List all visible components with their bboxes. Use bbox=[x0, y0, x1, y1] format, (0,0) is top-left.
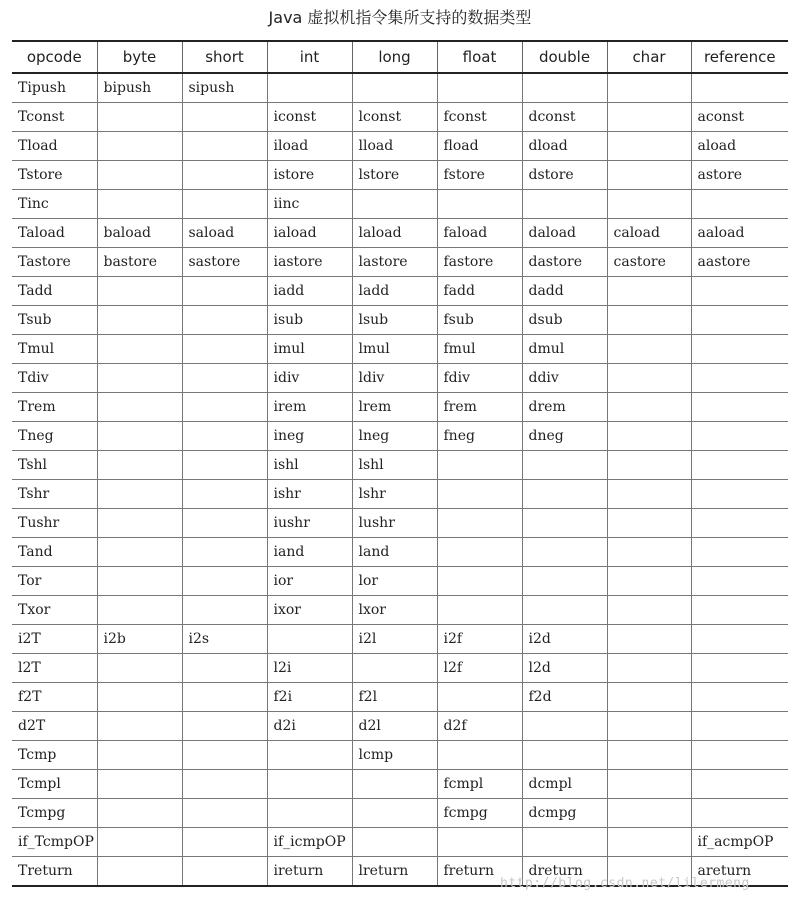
instruction-cell bbox=[607, 132, 691, 161]
table-row bbox=[12, 683, 788, 712]
instruction-cell: lconst bbox=[352, 103, 437, 132]
opcode-cell: Tcmpl bbox=[12, 770, 97, 799]
instruction-cell: fdiv bbox=[437, 364, 522, 393]
opcode-cell: Tshl bbox=[12, 451, 97, 480]
instruction-cell: iastore bbox=[267, 248, 352, 277]
instruction-cell: iaload bbox=[267, 219, 352, 248]
instruction-cell: fcmpl bbox=[437, 770, 522, 799]
instruction-cell bbox=[607, 393, 691, 422]
opcode-cell: Tcmp bbox=[12, 741, 97, 770]
instruction-cell bbox=[607, 799, 691, 828]
instruction-cell bbox=[97, 567, 182, 596]
opcode-cell: Tdiv bbox=[12, 364, 97, 393]
instruction-cell: imul bbox=[267, 335, 352, 364]
instruction-cell: dastore bbox=[522, 248, 607, 277]
instruction-cell: l2d bbox=[522, 654, 607, 683]
instruction-cell bbox=[607, 828, 691, 857]
instruction-cell: d2f bbox=[437, 712, 522, 741]
instruction-cell bbox=[182, 770, 267, 799]
instruction-cell bbox=[267, 770, 352, 799]
instruction-cell bbox=[182, 277, 267, 306]
instruction-cell: dconst bbox=[522, 103, 607, 132]
instruction-cell: f2d bbox=[522, 683, 607, 712]
instruction-cell bbox=[691, 480, 788, 509]
opcode-cell: i2T bbox=[12, 625, 97, 654]
instruction-cell: i2b bbox=[97, 625, 182, 654]
instruction-cell: dneg bbox=[522, 422, 607, 451]
instruction-cell bbox=[182, 741, 267, 770]
instruction-cell bbox=[691, 422, 788, 451]
table-row bbox=[12, 654, 788, 683]
instruction-cell: fastore bbox=[437, 248, 522, 277]
header-row bbox=[12, 41, 788, 73]
instruction-cell bbox=[522, 741, 607, 770]
instruction-cell: iadd bbox=[267, 277, 352, 306]
opcode-cell: Tadd bbox=[12, 277, 97, 306]
instruction-cell bbox=[182, 567, 267, 596]
instruction-cell bbox=[182, 683, 267, 712]
instruction-cell: dcmpl bbox=[522, 770, 607, 799]
instruction-cell bbox=[352, 799, 437, 828]
instruction-cell bbox=[267, 799, 352, 828]
opcode-cell: Tand bbox=[12, 538, 97, 567]
instruction-cell bbox=[97, 306, 182, 335]
opcode-cell: Tushr bbox=[12, 509, 97, 538]
instruction-cell: aload bbox=[691, 132, 788, 161]
instruction-cell bbox=[607, 73, 691, 103]
opcode-cell: f2T bbox=[12, 683, 97, 712]
instruction-cell: saload bbox=[182, 219, 267, 248]
instruction-cell bbox=[691, 190, 788, 219]
opcode-cell: Tconst bbox=[12, 103, 97, 132]
instruction-cell: ixor bbox=[267, 596, 352, 625]
opcode-cell: Tneg bbox=[12, 422, 97, 451]
instruction-cell: fload bbox=[437, 132, 522, 161]
instruction-cell bbox=[437, 480, 522, 509]
instruction-cell: castore bbox=[607, 248, 691, 277]
instruction-cell: ddiv bbox=[522, 364, 607, 393]
opcode-cell: Tstore bbox=[12, 161, 97, 190]
instruction-cell: bastore bbox=[97, 248, 182, 277]
instruction-cell: fmul bbox=[437, 335, 522, 364]
instruction-cell: lor bbox=[352, 567, 437, 596]
instruction-cell bbox=[182, 161, 267, 190]
instruction-cell: lstore bbox=[352, 161, 437, 190]
column-header-short: short bbox=[182, 41, 267, 73]
instruction-cell bbox=[97, 509, 182, 538]
instruction-cell bbox=[97, 712, 182, 741]
table-row bbox=[12, 828, 788, 857]
instruction-cell: dsub bbox=[522, 306, 607, 335]
table-row bbox=[12, 190, 788, 219]
instruction-cell: d2l bbox=[352, 712, 437, 741]
instruction-cell bbox=[691, 451, 788, 480]
instruction-cell: lmul bbox=[352, 335, 437, 364]
instruction-cell bbox=[437, 73, 522, 103]
instruction-cell: astore bbox=[691, 161, 788, 190]
instruction-cell: lload bbox=[352, 132, 437, 161]
instruction-cell: freturn bbox=[437, 857, 522, 887]
opcode-cell: l2T bbox=[12, 654, 97, 683]
instruction-cell bbox=[352, 828, 437, 857]
instruction-cell: ineg bbox=[267, 422, 352, 451]
instruction-cell: ireturn bbox=[267, 857, 352, 887]
column-header-double: double bbox=[522, 41, 607, 73]
instruction-cell bbox=[437, 451, 522, 480]
table-row bbox=[12, 538, 788, 567]
instruction-cell: i2d bbox=[522, 625, 607, 654]
instruction-cell bbox=[691, 567, 788, 596]
instruction-cell bbox=[522, 190, 607, 219]
instruction-cell bbox=[182, 306, 267, 335]
instruction-cell bbox=[607, 509, 691, 538]
instruction-cell bbox=[97, 190, 182, 219]
instruction-cell bbox=[352, 654, 437, 683]
table-row bbox=[12, 712, 788, 741]
opcode-cell: if_TcmpOP bbox=[12, 828, 97, 857]
instruction-cell bbox=[691, 654, 788, 683]
column-header-opcode: opcode bbox=[12, 41, 97, 73]
instruction-cell: fadd bbox=[437, 277, 522, 306]
column-header-reference: reference bbox=[691, 41, 788, 73]
instruction-cell bbox=[691, 364, 788, 393]
column-header-float: float bbox=[437, 41, 522, 73]
instruction-cell bbox=[691, 770, 788, 799]
instruction-cell bbox=[607, 596, 691, 625]
instruction-cell bbox=[182, 509, 267, 538]
instruction-cell: lreturn bbox=[352, 857, 437, 887]
opcode-cell: Tipush bbox=[12, 73, 97, 103]
instruction-cell: l2f bbox=[437, 654, 522, 683]
instruction-cell: iushr bbox=[267, 509, 352, 538]
instruction-cell bbox=[97, 277, 182, 306]
instruction-cell: aastore bbox=[691, 248, 788, 277]
instruction-cell: f2l bbox=[352, 683, 437, 712]
instruction-cell bbox=[182, 712, 267, 741]
instruction-cell bbox=[182, 480, 267, 509]
instruction-cell: lastore bbox=[352, 248, 437, 277]
instruction-cell bbox=[352, 73, 437, 103]
instruction-cell bbox=[97, 393, 182, 422]
instruction-cell bbox=[182, 190, 267, 219]
instruction-cell: iand bbox=[267, 538, 352, 567]
instruction-cell: lshr bbox=[352, 480, 437, 509]
instruction-cell bbox=[607, 480, 691, 509]
instruction-cell bbox=[607, 683, 691, 712]
instruction-cell bbox=[97, 364, 182, 393]
opcode-cell: Treturn bbox=[12, 857, 97, 887]
instruction-cell: laload bbox=[352, 219, 437, 248]
instruction-cell bbox=[522, 596, 607, 625]
instruction-cell: fstore bbox=[437, 161, 522, 190]
instruction-cell: bipush bbox=[97, 73, 182, 103]
instruction-cell bbox=[691, 393, 788, 422]
instruction-cell bbox=[182, 828, 267, 857]
table-row bbox=[12, 335, 788, 364]
instruction-cell: dload bbox=[522, 132, 607, 161]
instruction-cell bbox=[97, 857, 182, 887]
table-row bbox=[12, 596, 788, 625]
instruction-cell bbox=[437, 538, 522, 567]
instruction-cell: lushr bbox=[352, 509, 437, 538]
column-header-byte: byte bbox=[97, 41, 182, 73]
instruction-cell: l2i bbox=[267, 654, 352, 683]
instruction-cell bbox=[97, 480, 182, 509]
instruction-cell bbox=[522, 451, 607, 480]
instruction-cell: ladd bbox=[352, 277, 437, 306]
instruction-cell bbox=[607, 567, 691, 596]
instruction-cell: lshl bbox=[352, 451, 437, 480]
instruction-cell: dmul bbox=[522, 335, 607, 364]
table-row bbox=[12, 480, 788, 509]
table-row bbox=[12, 451, 788, 480]
table-row bbox=[12, 393, 788, 422]
instruction-cell: isub bbox=[267, 306, 352, 335]
instruction-cell bbox=[97, 422, 182, 451]
table-row bbox=[12, 799, 788, 828]
instruction-cell bbox=[182, 393, 267, 422]
instruction-cell bbox=[522, 538, 607, 567]
instruction-cell bbox=[437, 741, 522, 770]
instruction-cell bbox=[607, 770, 691, 799]
column-header-char: char bbox=[607, 41, 691, 73]
instruction-cell bbox=[97, 161, 182, 190]
opcode-cell: Tcmpg bbox=[12, 799, 97, 828]
table-row bbox=[12, 364, 788, 393]
instruction-cell bbox=[97, 683, 182, 712]
instruction-cell bbox=[97, 770, 182, 799]
instruction-cell: ishr bbox=[267, 480, 352, 509]
table-row bbox=[12, 132, 788, 161]
instruction-cell bbox=[691, 509, 788, 538]
opcode-type-table bbox=[12, 40, 788, 887]
instruction-cell bbox=[607, 422, 691, 451]
table-row bbox=[12, 73, 788, 103]
instruction-cell: areturn bbox=[691, 857, 788, 887]
instruction-cell bbox=[607, 161, 691, 190]
instruction-cell: iconst bbox=[267, 103, 352, 132]
instruction-cell bbox=[607, 741, 691, 770]
instruction-cell bbox=[607, 335, 691, 364]
column-header-long: long bbox=[352, 41, 437, 73]
instruction-cell: if_icmpOP bbox=[267, 828, 352, 857]
instruction-cell bbox=[97, 335, 182, 364]
instruction-cell: idiv bbox=[267, 364, 352, 393]
page-title: Java 虚拟机指令集所支持的数据类型 bbox=[268, 8, 532, 27]
instruction-cell: d2i bbox=[267, 712, 352, 741]
table-row bbox=[12, 248, 788, 277]
table-row bbox=[12, 741, 788, 770]
instruction-cell: istore bbox=[267, 161, 352, 190]
instruction-cell bbox=[522, 712, 607, 741]
instruction-cell: ior bbox=[267, 567, 352, 596]
instruction-cell bbox=[182, 335, 267, 364]
instruction-cell: dstore bbox=[522, 161, 607, 190]
table-row bbox=[12, 509, 788, 538]
instruction-cell bbox=[691, 596, 788, 625]
instruction-cell bbox=[437, 509, 522, 538]
instruction-cell bbox=[691, 741, 788, 770]
instruction-cell: irem bbox=[267, 393, 352, 422]
instruction-cell bbox=[182, 364, 267, 393]
instruction-cell: baload bbox=[97, 219, 182, 248]
instruction-cell bbox=[437, 190, 522, 219]
instruction-cell bbox=[437, 596, 522, 625]
instruction-cell bbox=[691, 625, 788, 654]
instruction-cell: sipush bbox=[182, 73, 267, 103]
instruction-cell bbox=[97, 828, 182, 857]
table-row bbox=[12, 567, 788, 596]
instruction-cell bbox=[182, 857, 267, 887]
instruction-cell bbox=[182, 799, 267, 828]
opcode-cell: Tload bbox=[12, 132, 97, 161]
instruction-cell: dcmpg bbox=[522, 799, 607, 828]
instruction-cell: faload bbox=[437, 219, 522, 248]
instruction-cell bbox=[97, 103, 182, 132]
instruction-cell: i2f bbox=[437, 625, 522, 654]
instruction-cell: dadd bbox=[522, 277, 607, 306]
instruction-cell bbox=[607, 103, 691, 132]
instruction-cell: fsub bbox=[437, 306, 522, 335]
instruction-cell bbox=[352, 770, 437, 799]
instruction-cell: sastore bbox=[182, 248, 267, 277]
instruction-cell bbox=[182, 596, 267, 625]
opcode-cell: Trem bbox=[12, 393, 97, 422]
instruction-cell bbox=[691, 73, 788, 103]
instruction-cell bbox=[691, 683, 788, 712]
table-row bbox=[12, 422, 788, 451]
instruction-cell bbox=[437, 567, 522, 596]
table-row bbox=[12, 625, 788, 654]
instruction-cell bbox=[607, 538, 691, 567]
instruction-cell: fcmpg bbox=[437, 799, 522, 828]
instruction-cell: lsub bbox=[352, 306, 437, 335]
instruction-cell bbox=[691, 799, 788, 828]
table-row bbox=[12, 306, 788, 335]
watermark: http://blog.csdn.net/lilermeng bbox=[500, 876, 750, 891]
instruction-cell bbox=[437, 683, 522, 712]
instruction-cell bbox=[97, 799, 182, 828]
instruction-cell: lxor bbox=[352, 596, 437, 625]
instruction-cell bbox=[267, 741, 352, 770]
instruction-cell bbox=[691, 538, 788, 567]
instruction-cell bbox=[182, 538, 267, 567]
instruction-cell bbox=[97, 654, 182, 683]
instruction-cell: iload bbox=[267, 132, 352, 161]
instruction-cell bbox=[607, 190, 691, 219]
instruction-cell bbox=[97, 596, 182, 625]
instruction-cell bbox=[97, 132, 182, 161]
instruction-cell: drem bbox=[522, 393, 607, 422]
instruction-cell: ldiv bbox=[352, 364, 437, 393]
instruction-cell: dreturn bbox=[522, 857, 607, 887]
instruction-cell: lneg bbox=[352, 422, 437, 451]
instruction-cell bbox=[182, 132, 267, 161]
opcode-cell: Tinc bbox=[12, 190, 97, 219]
instruction-cell bbox=[522, 480, 607, 509]
instruction-cell: caload bbox=[607, 219, 691, 248]
instruction-cell bbox=[691, 335, 788, 364]
table-row bbox=[12, 219, 788, 248]
instruction-cell: iinc bbox=[267, 190, 352, 219]
instruction-cell: lrem bbox=[352, 393, 437, 422]
instruction-cell bbox=[691, 306, 788, 335]
instruction-cell bbox=[607, 306, 691, 335]
instruction-cell bbox=[182, 103, 267, 132]
instruction-cell bbox=[267, 73, 352, 103]
instruction-cell bbox=[607, 654, 691, 683]
instruction-cell bbox=[607, 451, 691, 480]
instruction-cell bbox=[352, 190, 437, 219]
instruction-cell bbox=[97, 741, 182, 770]
instruction-cell bbox=[522, 73, 607, 103]
opcode-cell: Tor bbox=[12, 567, 97, 596]
instruction-cell: aconst bbox=[691, 103, 788, 132]
instruction-cell bbox=[607, 364, 691, 393]
instruction-cell bbox=[182, 451, 267, 480]
instruction-cell bbox=[607, 712, 691, 741]
instruction-cell bbox=[97, 451, 182, 480]
table-row bbox=[12, 277, 788, 306]
instruction-cell: land bbox=[352, 538, 437, 567]
instruction-cell bbox=[691, 277, 788, 306]
instruction-cell bbox=[691, 712, 788, 741]
opcode-cell: Tshr bbox=[12, 480, 97, 509]
opcode-cell: Txor bbox=[12, 596, 97, 625]
instruction-cell bbox=[437, 828, 522, 857]
instruction-cell: fneg bbox=[437, 422, 522, 451]
table-row bbox=[12, 770, 788, 799]
instruction-cell: i2s bbox=[182, 625, 267, 654]
instruction-cell: frem bbox=[437, 393, 522, 422]
instruction-cell bbox=[522, 828, 607, 857]
opcode-cell: Tastore bbox=[12, 248, 97, 277]
column-header-int: int bbox=[267, 41, 352, 73]
instruction-cell: ishl bbox=[267, 451, 352, 480]
instruction-cell bbox=[182, 654, 267, 683]
opcode-cell: Tsub bbox=[12, 306, 97, 335]
instruction-cell: if_acmpOP bbox=[691, 828, 788, 857]
table-row bbox=[12, 103, 788, 132]
instruction-cell bbox=[267, 625, 352, 654]
instruction-cell: f2i bbox=[267, 683, 352, 712]
instruction-cell bbox=[97, 538, 182, 567]
instruction-cell: aaload bbox=[691, 219, 788, 248]
table-row bbox=[12, 161, 788, 190]
instruction-cell bbox=[182, 422, 267, 451]
instruction-cell: daload bbox=[522, 219, 607, 248]
instruction-cell bbox=[522, 509, 607, 538]
instruction-cell bbox=[607, 277, 691, 306]
instruction-cell bbox=[607, 625, 691, 654]
instruction-cell: lcmp bbox=[352, 741, 437, 770]
table-body bbox=[12, 73, 788, 886]
instruction-cell: i2l bbox=[352, 625, 437, 654]
opcode-cell: Taload bbox=[12, 219, 97, 248]
opcode-cell: Tmul bbox=[12, 335, 97, 364]
instruction-cell bbox=[522, 567, 607, 596]
opcode-cell: d2T bbox=[12, 712, 97, 741]
instruction-cell: fconst bbox=[437, 103, 522, 132]
